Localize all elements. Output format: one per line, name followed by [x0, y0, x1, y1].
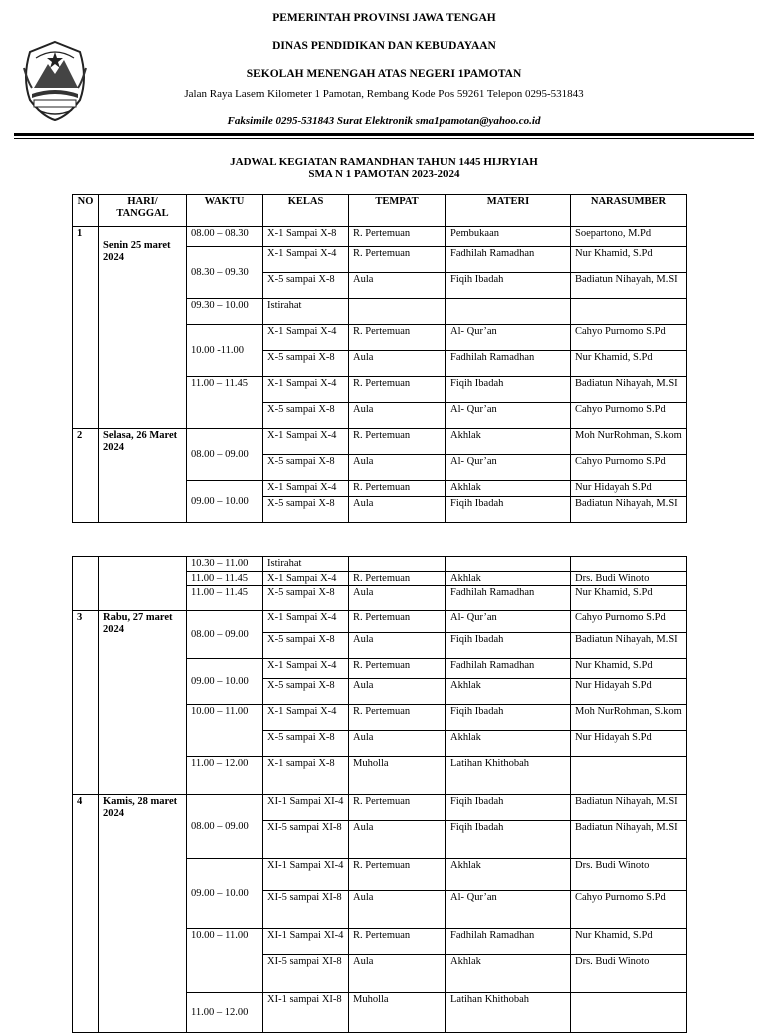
letterhead-government: PEMERINTAH PROVINSI JAWA TENGAH	[272, 12, 496, 24]
narasumber-cell: Badiatun Nihayah, M.SI	[571, 273, 687, 299]
tempat-cell	[349, 299, 446, 325]
time-slot: 10.00 -11.00	[187, 325, 263, 377]
tempat-cell: Aula	[349, 955, 446, 993]
materi-cell	[446, 557, 571, 572]
kelas-cell: X-1 Sampai X-4	[263, 611, 349, 633]
tempat-cell: Aula	[349, 679, 446, 705]
materi-cell: Akhlak	[446, 571, 571, 586]
time-slot: 08.00 – 08.30	[187, 227, 263, 247]
tempat-cell	[349, 557, 446, 572]
time-slot: 08.30 – 09.30	[187, 247, 263, 299]
letterhead-department: DINAS PENDIDIKAN DAN KEBUDAYAAN	[272, 40, 496, 52]
time-slot: 10.30 – 11.00	[187, 557, 263, 572]
materi-cell: Akhlak	[446, 859, 571, 891]
header-waktu: WAKTU	[187, 195, 263, 227]
tempat-cell: Aula	[349, 633, 446, 659]
materi-cell: Akhlak	[446, 481, 571, 497]
letterhead-contact: Faksimile 0295-531843 Surat Elektronik sma1pamotan@yahoo.co.id	[227, 115, 541, 127]
kelas-cell: XI-1 sampai XI-8	[263, 993, 349, 1033]
narasumber-cell	[571, 993, 687, 1033]
tempat-cell: Aula	[349, 731, 446, 757]
kelas-cell: Istirahat	[263, 557, 349, 572]
materi-cell: Fiqih Ibadah	[446, 273, 571, 299]
narasumber-cell: Cahyo Purnomo S.Pd	[571, 891, 687, 929]
tempat-cell: Muholla	[349, 757, 446, 795]
tempat-cell: Aula	[349, 273, 446, 299]
narasumber-cell: Cahyo Purnomo S.Pd	[571, 325, 687, 351]
kelas-cell: X-5 sampai X-8	[263, 679, 349, 705]
day-number: 4	[73, 795, 99, 1033]
materi-cell: Al- Qur’an	[446, 403, 571, 429]
tempat-cell: R. Pertemuan	[349, 429, 446, 455]
province-emblem-logo	[18, 38, 92, 122]
kelas-cell: X-1 Sampai X-4	[263, 247, 349, 273]
table-row	[73, 429, 687, 455]
narasumber-cell: Drs. Budi Winoto	[571, 859, 687, 891]
materi-cell: Akhlak	[446, 429, 571, 455]
kelas-cell: X-1 Sampai X-4	[263, 481, 349, 497]
tempat-cell: Aula	[349, 821, 446, 859]
narasumber-cell: Nur Hidayah S.Pd	[571, 679, 687, 705]
tempat-cell: Muholla	[349, 993, 446, 1033]
narasumber-cell: Badiatun Nihayah, M.SI	[571, 795, 687, 821]
tempat-cell: R. Pertemuan	[349, 481, 446, 497]
narasumber-cell: Nur Khamid, S.Pd	[571, 351, 687, 377]
kelas-cell: XI-1 Sampai XI-4	[263, 859, 349, 891]
materi-cell: Al- Qur’an	[446, 611, 571, 633]
narasumber-cell: Nur Hidayah S.Pd	[571, 481, 687, 497]
header-tempat: TEMPAT	[349, 195, 446, 227]
time-slot: 11.00 – 11.45	[187, 377, 263, 429]
materi-cell: Fiqih Ibadah	[446, 821, 571, 859]
materi-cell: Al- Qur’an	[446, 455, 571, 481]
narasumber-cell: Nur Khamid, S.Pd	[571, 247, 687, 273]
table-row	[73, 557, 687, 572]
materi-cell: Akhlak	[446, 731, 571, 757]
kelas-cell: XI-5 sampai XI-8	[263, 891, 349, 929]
tempat-cell: Aula	[349, 403, 446, 429]
narasumber-cell: Badiatun Nihayah, M.SI	[571, 821, 687, 859]
time-slot: 10.00 – 11.00	[187, 705, 263, 757]
kelas-cell: X-5 sampai X-8	[263, 731, 349, 757]
schedule-table-continued	[72, 556, 687, 1033]
materi-cell: Akhlak	[446, 679, 571, 705]
tempat-cell: Aula	[349, 455, 446, 481]
materi-cell: Fiqih Ibadah	[446, 795, 571, 821]
materi-cell: Fadhilah Ramadhan	[446, 659, 571, 679]
narasumber-cell	[571, 557, 687, 572]
kelas-cell: XI-5 sampai XI-8	[263, 821, 349, 859]
kelas-cell: X-1 Sampai X-4	[263, 377, 349, 403]
tempat-cell: R. Pertemuan	[349, 325, 446, 351]
letterhead	[0, 0, 768, 140]
narasumber-cell	[571, 757, 687, 795]
day-number: 1	[73, 227, 99, 429]
materi-cell: Fadhilah Ramadhan	[446, 929, 571, 955]
time-slot: 09.00 – 10.00	[187, 659, 263, 705]
materi-cell: Fadhilah Ramadhan	[446, 247, 571, 273]
kelas-cell: XI-1 Sampai XI-4	[263, 929, 349, 955]
letterhead-divider	[14, 133, 754, 136]
kelas-cell: XI-1 Sampai XI-4	[263, 795, 349, 821]
time-slot: 09.30 – 10.00	[187, 299, 263, 325]
time-slot: 09.00 – 10.00	[187, 859, 263, 929]
materi-cell: Al- Qur’an	[446, 325, 571, 351]
day-date: Kamis, 28 maret 2024	[99, 795, 187, 1033]
narasumber-cell: Cahyo Purnomo S.Pd	[571, 611, 687, 633]
narasumber-cell: Badiatun Nihayah, M.SI	[571, 633, 687, 659]
tempat-cell: R. Pertemuan	[349, 571, 446, 586]
time-slot: 08.00 – 09.00	[187, 429, 263, 481]
kelas-cell: X-1 sampai X-8	[263, 757, 349, 795]
time-slot: 08.00 – 09.00	[187, 611, 263, 659]
tempat-cell: R. Pertemuan	[349, 247, 446, 273]
narasumber-cell: Nur Khamid, S.Pd	[571, 659, 687, 679]
tempat-cell: R. Pertemuan	[349, 659, 446, 679]
kelas-cell: X-1 Sampai X-4	[263, 429, 349, 455]
day-date: Senin 25 maret 2024	[99, 227, 187, 429]
table-row	[73, 795, 687, 821]
document-subtitle: SMA N 1 PAMOTAN 2023-2024	[308, 168, 460, 180]
kelas-cell: X-1 Sampai X-4	[263, 705, 349, 731]
narasumber-cell	[571, 299, 687, 325]
narasumber-cell: Soepartono, M.Pd	[571, 227, 687, 247]
kelas-cell: X-5 sampai X-8	[263, 497, 349, 523]
day-date-empty	[99, 557, 187, 611]
day-date: Selasa, 26 Maret 2024	[99, 429, 187, 523]
day-number: 3	[73, 611, 99, 795]
narasumber-cell: Cahyo Purnomo S.Pd	[571, 455, 687, 481]
narasumber-cell: Nur Hidayah S.Pd	[571, 731, 687, 757]
kelas-cell: X-5 sampai X-8	[263, 351, 349, 377]
tempat-cell: R. Pertemuan	[349, 227, 446, 247]
kelas-cell: X-5 sampai X-8	[263, 403, 349, 429]
kelas-cell: X-1 Sampai X-4	[263, 571, 349, 586]
header-hari-tanggal: HARI/ TANGGAL	[99, 195, 187, 227]
tempat-cell: Aula	[349, 586, 446, 611]
tempat-cell: Aula	[349, 497, 446, 523]
letterhead-school: SEKOLAH MENENGAH ATAS NEGERI 1PAMOTAN	[246, 68, 522, 80]
kelas-cell: X-5 sampai X-8	[263, 455, 349, 481]
materi-cell: Fadhilah Ramadhan	[446, 586, 571, 611]
letterhead-divider-thin	[14, 138, 754, 139]
header-materi: MATERI	[446, 195, 571, 227]
document-title: JADWAL KEGIATAN RAMANDHAN TAHUN 1445 HIJRYIAH	[230, 156, 538, 168]
materi-cell: Fiqih Ibadah	[446, 705, 571, 731]
narasumber-cell: Moh NurRohman, S.kom	[571, 429, 687, 455]
tempat-cell: R. Pertemuan	[349, 929, 446, 955]
schedule-table	[72, 194, 687, 523]
time-slot: 09.00 – 10.00	[187, 481, 263, 523]
tempat-cell: R. Pertemuan	[349, 859, 446, 891]
tempat-cell: R. Pertemuan	[349, 611, 446, 633]
table-row	[73, 227, 687, 247]
kelas-cell: X-5 sampai X-8	[263, 586, 349, 611]
header-narasumber: NARASUMBER	[571, 195, 687, 227]
narasumber-cell: Cahyo Purnomo S.Pd	[571, 403, 687, 429]
narasumber-cell: Moh NurRohman, S.kom	[571, 705, 687, 731]
materi-cell: Fiqih Ibadah	[446, 633, 571, 659]
time-slot: 11.00 – 11.45	[187, 586, 263, 611]
kelas-cell: X-5 sampai X-8	[263, 273, 349, 299]
tempat-cell: R. Pertemuan	[349, 795, 446, 821]
kelas-cell: Istirahat	[263, 299, 349, 325]
time-slot: 08.00 – 09.00	[187, 795, 263, 859]
header-no: NO	[73, 195, 99, 227]
narasumber-cell: Badiatun Nihayah, M.SI	[571, 497, 687, 523]
day-number: 2	[73, 429, 99, 523]
materi-cell: Al- Qur’an	[446, 891, 571, 929]
table-row	[73, 611, 687, 633]
materi-cell: Pembukaan	[446, 227, 571, 247]
tempat-cell: R. Pertemuan	[349, 705, 446, 731]
materi-cell: Akhlak	[446, 955, 571, 993]
materi-cell: Fiqih Ibadah	[446, 497, 571, 523]
tempat-cell: R. Pertemuan	[349, 377, 446, 403]
letterhead-address: Jalan Raya Lasem Kilometer 1 Pamotan, Rembang Kode Pos 59261 Telepon 0295-531843	[184, 88, 584, 100]
tempat-cell: Aula	[349, 891, 446, 929]
materi-cell: Latihan Khithobah	[446, 757, 571, 795]
day-number-empty	[73, 557, 99, 611]
narasumber-cell: Badiatun Nihayah, M.SI	[571, 377, 687, 403]
materi-cell	[446, 299, 571, 325]
materi-cell: Fadhilah Ramadhan	[446, 351, 571, 377]
day-date: Rabu, 27 maret 2024	[99, 611, 187, 795]
materi-cell: Latihan Khithobah	[446, 993, 571, 1033]
header-kelas: KELAS	[263, 195, 349, 227]
time-slot: 11.00 – 11.45	[187, 571, 263, 586]
kelas-cell: XI-5 sampai XI-8	[263, 955, 349, 993]
materi-cell: Fiqih Ibadah	[446, 377, 571, 403]
tempat-cell: Aula	[349, 351, 446, 377]
kelas-cell: X-5 sampai X-8	[263, 633, 349, 659]
kelas-cell: X-1 Sampai X-8	[263, 227, 349, 247]
narasumber-cell: Nur Khamid, S.Pd	[571, 586, 687, 611]
table-header-row	[73, 195, 687, 227]
kelas-cell: X-1 Sampai X-4	[263, 325, 349, 351]
kelas-cell: X-1 Sampai X-4	[263, 659, 349, 679]
time-slot: 11.00 – 12.00	[187, 993, 263, 1033]
time-slot: 11.00 – 12.00	[187, 757, 263, 795]
time-slot: 10.00 – 11.00	[187, 929, 263, 993]
narasumber-cell: Drs. Budi Winoto	[571, 571, 687, 586]
narasumber-cell: Drs. Budi Winoto	[571, 955, 687, 993]
narasumber-cell: Nur Khamid, S.Pd	[571, 929, 687, 955]
